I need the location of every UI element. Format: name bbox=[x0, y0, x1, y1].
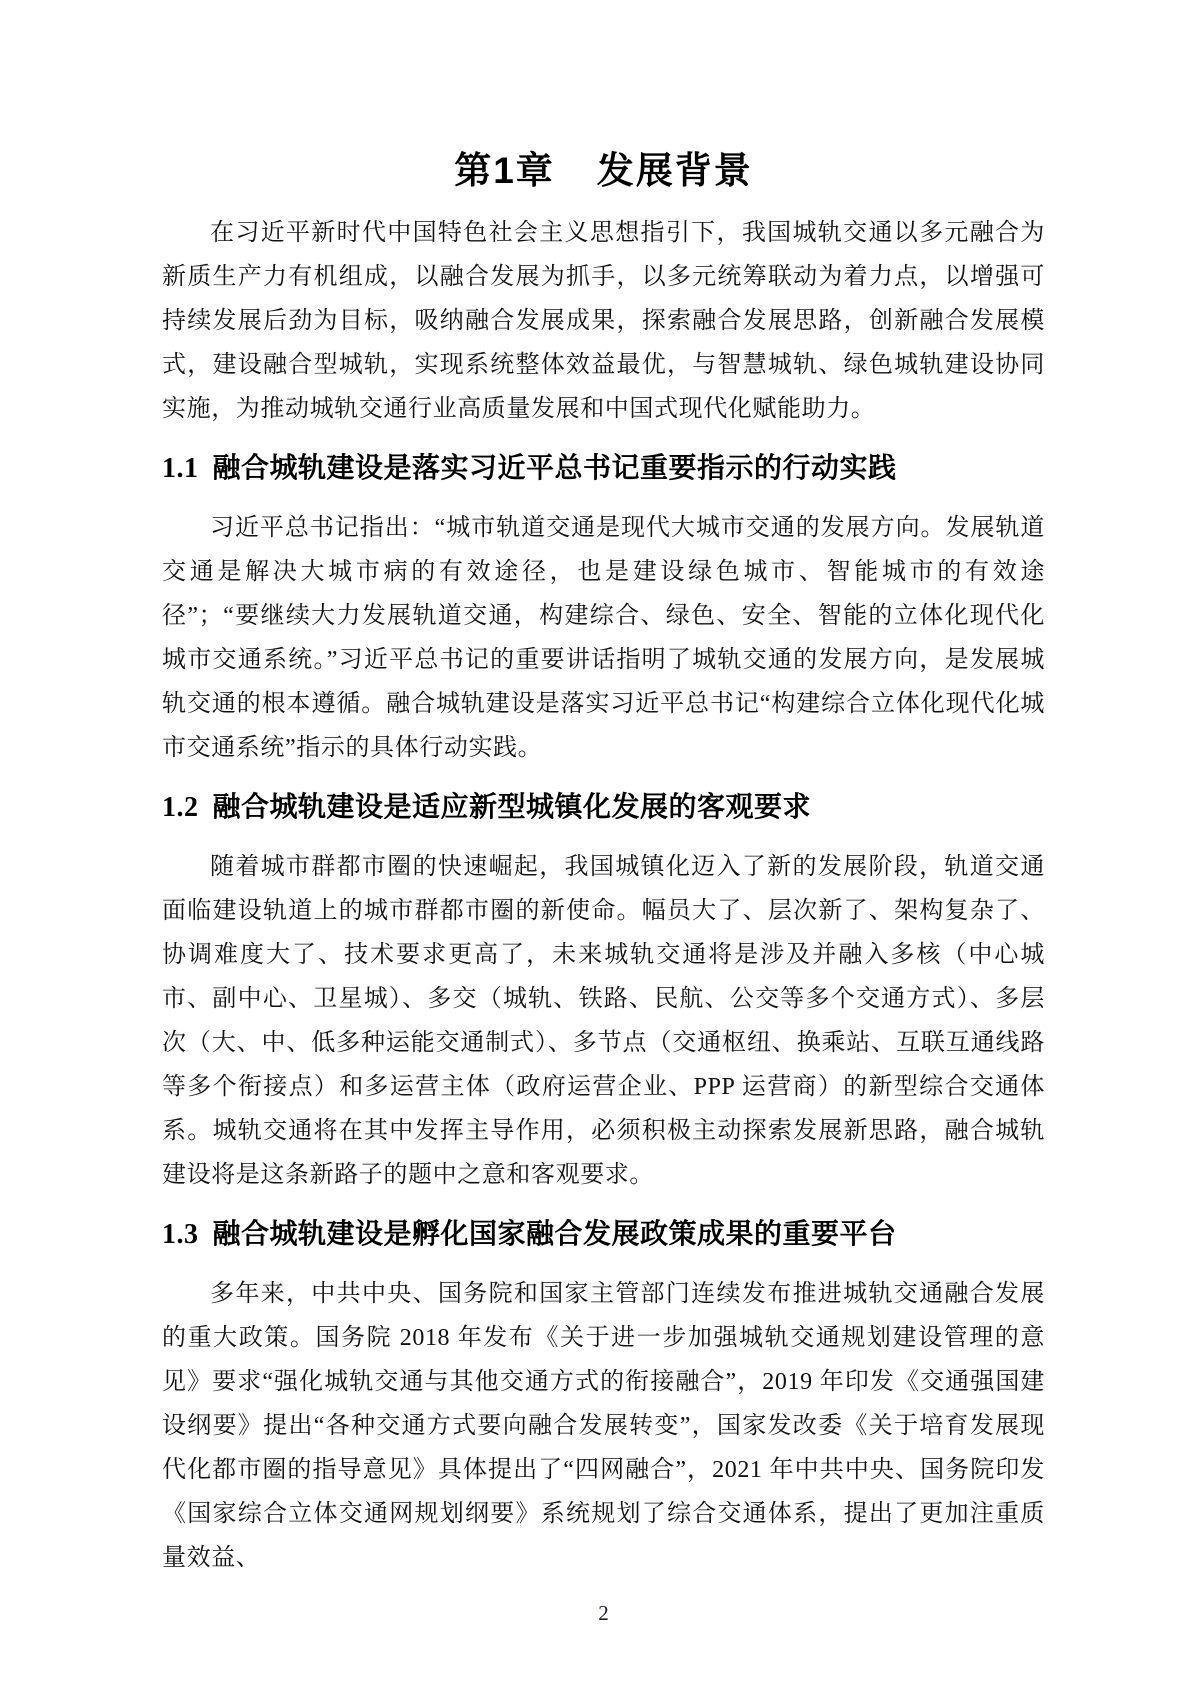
section-heading-1-3 bbox=[162, 1210, 1045, 1259]
section-title-1-1: 融合城轨建设是落实习近平总书记重要指示的行动实践 bbox=[212, 452, 897, 483]
page-footer bbox=[162, 1600, 1045, 1626]
section-title-1-3: 融合城轨建设是孵化国家融合发展政策成果的重要平台 bbox=[212, 1218, 897, 1249]
section-heading-1-2 bbox=[162, 783, 1045, 832]
chapter-name: 发展背景 bbox=[596, 150, 753, 191]
chapter-title bbox=[162, 146, 1045, 196]
section-number-1-1: 1.1 bbox=[162, 453, 199, 484]
intro-paragraph: 在习近平新时代中国特色社会主义思想指引下，我国城轨交通以多元融合为新质生产力有机组成，以融合发展为抓手，以多元统筹联动为着力点，以增强可持续发展后劲为目标，吸纳融合发展成果，探索融合发展思路，创新融合发展模式，建设融合型城轨，实现系统整体效益最优，与智慧城轨、绿色城轨建设协同实施，为推动城轨交通行业高质量发展和中国式现代化赋能助力。 bbox=[162, 220, 1045, 422]
page-number: 2 bbox=[598, 1601, 609, 1625]
section-number-1-3: 1.3 bbox=[162, 1219, 199, 1250]
section-paragraph-1-2: 随着城市群都市圈的快速崛起，我国城镇化迈入了新的发展阶段，轨道交通面临建设轨道上的城市群都市圈的新使命。幅员大了、层次新了、架构复杂了、协调难度大了、技术要求更高了，未来城轨交通将是涉及并融入多核（中心城市、副中心、卫星城）、多交（城轨、铁路、民航、公交等多个交通方式）、多层次（大、中、低多种运能交通制式）、多节点（交通枢纽、换乘站、互联互通线路等多个衔接点）和多运营主体（政府运营企业、PPP 运营商）的新型综合交通体系。城轨交通将在其中发挥主导作用，必须积极主动探索发展新思路，融合城轨建设将是这条新路子的题中之意和客观要求。 bbox=[162, 854, 1045, 1188]
section-paragraph-1-3: 多年来，中共中央、国务院和国家主管部门连续发布推进城轨交通融合发展的重大政策。国务院 2018 年发布《关于进一步加强城轨交通规划建设管理的意见》要求“强化城轨交通与其他交通方式的衔接融合”，2019 年印发《交通强国建设纲要》提出“各种交通方式要向融合发展转变”，国家发改委《关于培育发展现代化都市圈的指导意见》具体提出了“四网融合”，2021 年中共中央、国务院印发《国家综合立体交通网规划纲要》系统规划了综合交通体系，提出了更加注重质量效益、 bbox=[162, 1281, 1045, 1571]
section-paragraph-1-1: 习近平总书记指出：“城市轨道交通是现代大城市交通的发展方向。发展轨道交通是解决大城市病的有效途径，也是建设绿色城市、智能城市的有效途径”；“要继续大力发展轨道交通，构建综合、绿色、安全、智能的立体化现代化城市交通系统。”习近平总书记的重要讲话指明了城轨交通的发展方向，是发展城轨交通的根本遵循。融合城轨建设是落实习近平总书记“构建综合立体化现代化城市交通系统”指示的具体行动实践。 bbox=[162, 515, 1045, 761]
section-heading-1-1 bbox=[162, 444, 1045, 493]
section-title-1-2: 融合城轨建设是适应新型城镇化发展的客观要求 bbox=[212, 791, 812, 822]
chapter-number: 第1章 bbox=[454, 150, 555, 191]
section-number-1-2: 1.2 bbox=[162, 792, 199, 823]
